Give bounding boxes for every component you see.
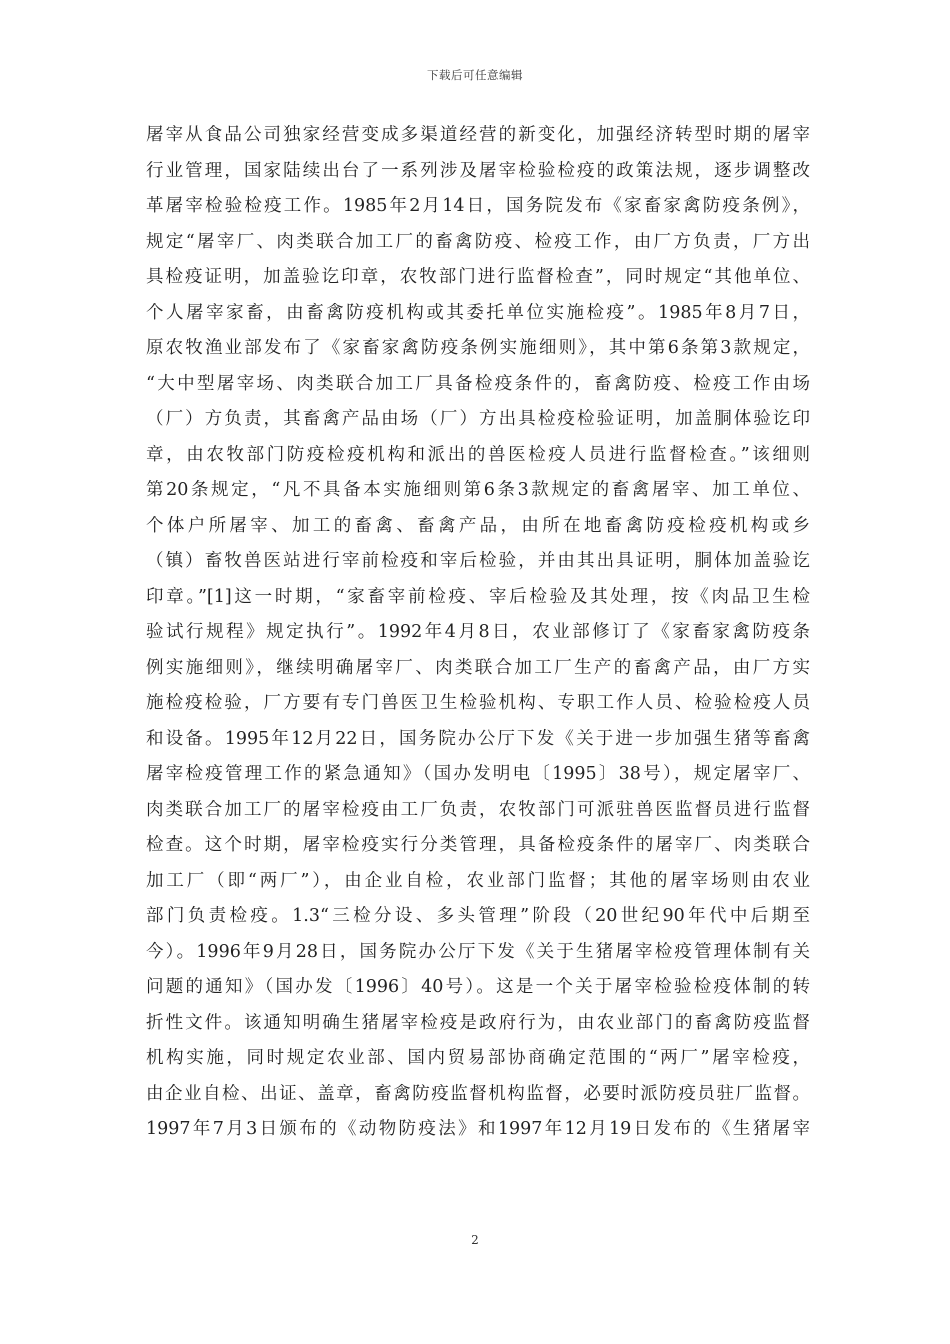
text-line: 施检疫检验，厂方要有专门兽医卫生检验机构、专职工作人员、检验检疫人员	[146, 693, 810, 713]
text-line: 验试行规程》规定执行”。1992年4月8日，农业部修订了《家畜家禽防疫条	[146, 622, 810, 642]
text-line: “大中型屠宰场、肉类联合加工厂具备检疫条件的，畜禽防疫、检疫工作由场	[146, 373, 810, 394]
text-line: 问题的通知》（国办发〔1996〕40号）。这是一个关于屠宰检验检疫体制的转	[146, 977, 810, 997]
text-line: 折性文件。该通知明确生猪屠宰检疫是政府行为，由农业部门的畜禽防疫监督	[146, 1012, 810, 1033]
text-line: 印章。”[1]这一时期，“家畜宰前检疫、宰后检验及其处理，按《肉品卫生检	[146, 586, 810, 607]
text-line: 章，由农牧部门防疫检疫机构和派出的兽医检疫人员进行监督检查。”该细则	[146, 444, 810, 465]
text-line: （厂）方负责，其畜禽产品由场（厂）方出具检疫检验证明，加盖胴体验讫印	[146, 409, 810, 429]
text-line: 原农牧渔业部发布了《家畜家禽防疫条例实施细则》，其中第6条第3款规定，	[146, 338, 810, 358]
text-line: 行业管理，国家陆续出台了一系列涉及屠宰检验检疫的政策法规，逐步调整改	[146, 160, 810, 181]
text-line: 部门负责检疫。1.3“三检分设、多头管理”阶段（20世纪90年代中后期至	[146, 906, 810, 926]
text-line: 例实施细则》，继续明确屠宰厂、肉类联合加工厂生产的畜禽产品，由厂方实	[146, 657, 810, 678]
text-line: 第20条规定，“凡不具备本实施细则第6条3款规定的畜禽屠宰、加工单位、	[146, 480, 810, 500]
text-line: 个人屠宰家畜，由畜禽防疫机构或其委托单位实施检疫”。1985年8月7日，	[146, 302, 810, 323]
text-line: 规定“屠宰厂、肉类联合加工厂的畜禽防疫、检疫工作，由厂方负责，厂方出	[146, 231, 810, 252]
text-line: 检查。这个时期，屠宰检疫实行分类管理，具备检疫条件的屠宰厂、肉类联合	[146, 835, 810, 855]
text-line: 革屠宰检验检疫工作。1985年2月14日，国务院发布《家畜家禽防疫条例》，	[146, 196, 810, 216]
text-line: 屠宰检疫管理工作的紧急通知》（国办发明电〔1995〕38号），规定屠宰厂、	[146, 764, 810, 784]
text-line: 和设备。1995年12月22日，国务院办公厅下发《关于进一步加强生猪等畜禽	[146, 728, 810, 749]
text-line: 肉类联合加工厂的屠宰检疫由工厂负责，农牧部门可派驻兽医监督员进行监督	[146, 799, 810, 820]
text-line: 机构实施，同时规定农业部、国内贸易部协商确定范围的“两厂”屠宰检疫，	[146, 1048, 810, 1068]
text-line: （镇）畜牧兽医站进行宰前检疫和宰后检验，并由其出具证明，胴体加盖验讫	[146, 551, 810, 571]
page-number: 2	[471, 1233, 479, 1247]
text-line: 由企业自检、出证、盖章，畜禽防疫监督机构监督，必要时派防疫员驻厂监督。	[146, 1083, 810, 1104]
page-header: 下载后可任意编辑	[427, 68, 523, 82]
text-line: 屠宰从食品公司独家经营变成多渠道经营的新变化，加强经济转型时期的屠宰	[146, 125, 810, 145]
text-line: 具检疫证明，加盖验讫印章，农牧部门进行监督检查”，同时规定“其他单位、	[146, 267, 810, 287]
body-text	[146, 118, 810, 1148]
text-line: 个体户所屠宰、加工的畜禽、畜禽产品，由所在地畜禽防疫检疫机构或乡	[146, 515, 810, 536]
text-line: 加工厂（即“两厂”），由企业自检，农业部门监督；其他的屠宰场则由农业	[146, 870, 810, 891]
text-line: 1997年7月3日颁布的《动物防疫法》和1997年12月19日发布的《生猪屠宰	[146, 1119, 810, 1139]
text-line: 今）。1996年9月28日，国务院办公厅下发《关于生猪屠宰检疫管理体制有关	[146, 941, 810, 962]
